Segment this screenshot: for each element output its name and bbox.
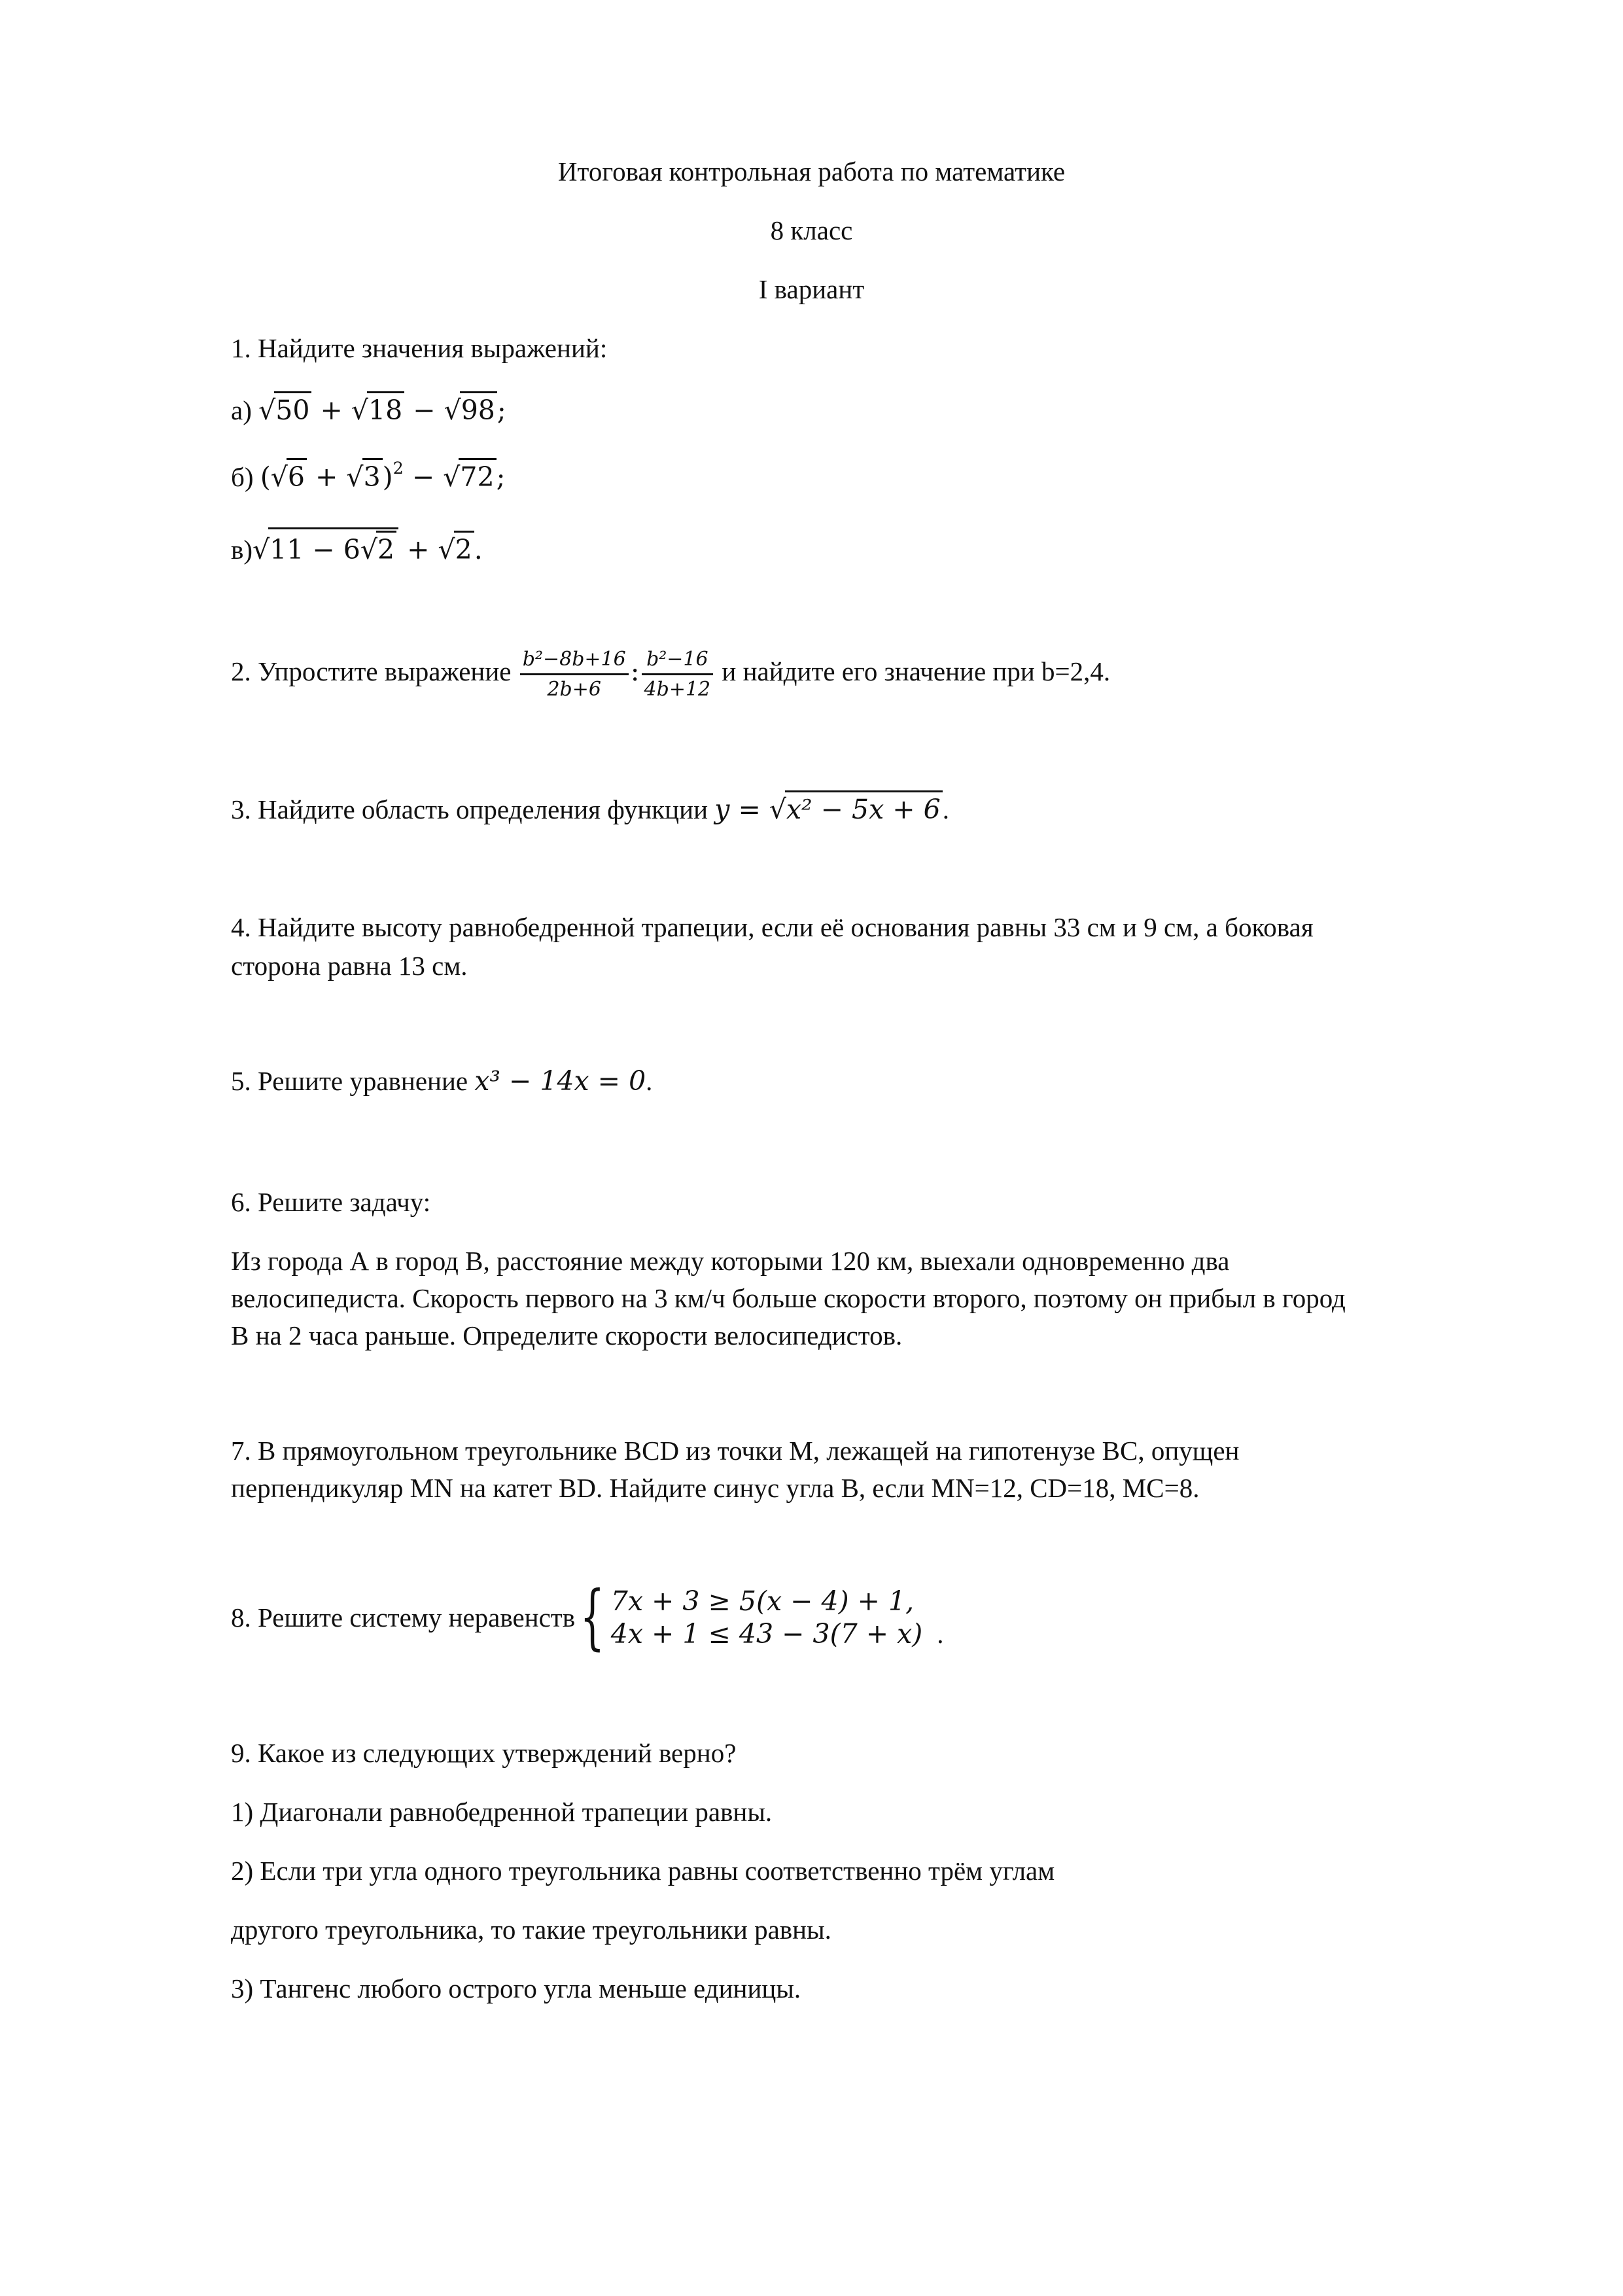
task-1c-inner: 11 − 6 (270, 534, 360, 565)
task-3-before: 3. Найдите область определения функции (231, 794, 715, 824)
system-brace: { (580, 1576, 605, 1658)
task-2-den-1: 2b+6 (547, 678, 601, 701)
task-4-line-1: 4. Найдите высоту равнобедренной трапеции, если её основания равны 33 см и 9 см, а боковая (231, 912, 1314, 942)
task-1a-radicand-2: 18 (367, 391, 404, 426)
grade-label: 8 класс (770, 215, 853, 245)
task-1c: в)√11 − 6√2 + √2. (231, 527, 483, 565)
task-2-fraction-2 (642, 648, 714, 701)
task-1b-radicand-1: 6 (287, 458, 307, 493)
task-9-option-2-line-2: другого треугольника, то такие треугольники равны. (231, 1915, 831, 1945)
task-4-line-2: сторона равна 13 см. (231, 951, 468, 981)
task-1c-nested-radicand: 2 (376, 531, 396, 565)
task-3-radicand: x² − 5x + 6 (785, 790, 943, 825)
task-6-line-3: В на 2 часа раньше. Определите скорости велосипедистов. (231, 1320, 903, 1351)
document-title: Итоговая контрольная работа по математике (557, 156, 1066, 186)
task-9-option-3: 3) Тангенс любого острого угла меньше единицы. (231, 1973, 801, 2004)
inequality-system (575, 1576, 923, 1658)
task-1-prompt: 1. Найдите значения выражений: (231, 333, 608, 363)
task-2-den-2: 4b+12 (644, 678, 711, 701)
inequality-1: 7x + 3 ≥ 5(x − 4) + 1, (610, 1585, 915, 1617)
task-9-option-2-line-1: 2) Если три угла одного треугольника равны соответственно трём углам (231, 1856, 1055, 1886)
task-5: 5. Решите уравнение x³ − 14x = 0. (231, 1065, 653, 1097)
task-2-num-2: b²−16 (642, 648, 714, 675)
task-9-prompt: 9. Какое из следующих утверждений верно? (231, 1738, 737, 1768)
task-5-equation: x³ − 14x = 0 (474, 1065, 646, 1097)
task-8-before: 8. Решите систему неравенств (231, 1602, 576, 1633)
task-6-prompt: 6. Решите задачу: (231, 1187, 431, 1217)
task-2-before: 2. Упростите выражение (231, 656, 518, 686)
task-1b-radicand-2: 3 (362, 458, 383, 493)
task-1b-radicand-3: 72 (459, 458, 496, 493)
inequality-2: 4x + 1 ≤ 43 − 3(7 + x) (610, 1618, 923, 1650)
task-1b: б) $(√6 + √3)^2 - √72$; (231, 457, 506, 493)
task-1c-radicand-2: 2 (454, 531, 474, 565)
task-7-line-1: 7. В прямоугольном треугольнике BCD из точки M, лежащей на гипотенузе BC, опущен (231, 1436, 1240, 1466)
task-2-fraction-1 (520, 648, 629, 701)
task-1b-label: б) (231, 462, 254, 492)
task-1a-radicand-1: 50 (274, 391, 311, 426)
task-2-num-1: b²−8b+16 (520, 648, 629, 675)
task-6-line-1: Из города А в город В, расстояние между которыми 120 км, выехали одновременно два (231, 1246, 1230, 1276)
task-3: 3. Найдите область определения функции y = √x² − 5x + 6. (231, 790, 949, 825)
task-1a-radicand-3: 98 (460, 391, 497, 426)
task-1c-label: в) (231, 535, 253, 565)
variant-label: I вариант (758, 274, 865, 304)
task-1a: а) √50 + √18 − √98; (231, 391, 506, 426)
task-7-line-2: перпендикуляр MN на катет BD. Найдите синус угла B, если MN=12, CD=18, MC=8. (231, 1473, 1200, 1503)
task-2-after: и найдите его значение при b=2,4. (715, 656, 1111, 686)
task-8: 8. Решите систему неравенств{ 7x + 3 ≥ 5(x − 4) + 1, 4x + 1 ≤ 43 − 3(7 + x) . (231, 1576, 944, 1658)
task-1a-label: а) (231, 395, 252, 425)
task-2: 2. Упростите выражение $\frac{\text{b²−8b+16}}{2b+6}$ : $\frac{\text{b²−16}}{4b+12}$ и найдите его значение при b=2,4. (231, 648, 1111, 701)
task-9-option-1: 1) Диагонали равнобедренной трапеции равны. (231, 1797, 773, 1827)
task-5-before: 5. Решите уравнение (231, 1066, 475, 1096)
task-6-line-2: велосипедиста. Скорость первого на 3 км/ч больше скорости второго, поэтому он прибыл в город (231, 1283, 1346, 1313)
